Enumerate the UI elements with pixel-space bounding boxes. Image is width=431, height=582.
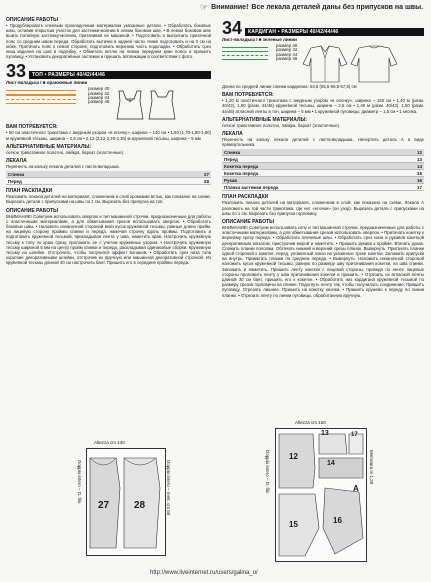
piece-num: 15 (408, 170, 424, 177)
model-number: 33 (6, 61, 27, 82)
work-heading: ОПИСАНИЕ РАБОТЫ (6, 207, 59, 214)
piece-number: 27 (98, 500, 110, 511)
sheet-label: Лист-вкладыш I ■ зеленые линии (222, 37, 297, 42)
size-lines (222, 44, 272, 82)
work-text: ВНИМАНИЕ! Советуем использовать оверлок и тип машинной строчки, предназначенные для работы с эластичными материалами, а для обметывания срезов использовать оверлок. • Обработать боковые швы. • Наложить изнаночной стороной вниз кусок кружевной тесьмы, равные длине пройм, на лицевую сторону проймы спинки и переда, намечая строчку вдоль проймы. Подготовить и подготовить кружевной тесьмой, прикладывая лента у шва, наметить края. Настрочить кружевную тесьму к топу по краю срезу, проложить ее с учетом кружевных узором. • Настрочить кружевную тесьму шириной 5 мм на центр пройм спинки и переда, раскладывая одинаковые сборки. Кружевную тесьму на шлейке. Отстрочить, чтобы получился эффект воланов. • Обработать срез низа топа короткие декоративными шлейки, отстрочив их вручную или машинной декоративной строчкой. Из кружевной тесьмы длиной 40 см настрочить бант. Пришить его в середине проймы переда. (6, 213, 211, 266)
sizes-list (88, 87, 109, 121)
alt-heading: АЛЬТЕРНАТИВНЫЕ МАТЕРИАЛЫ: (6, 143, 92, 150)
need-text: • 50 см эластичного трикотажа с ажурным узором «в елочку», ширина – 140 см • 1,60 (1,70-1,80-1,90) м кружевной тесьмы, ширина – 2,5 см • 2,12 (2,12-2,20-2,30) м кружевной тесьмы, ширина – 5 мм (6, 130, 211, 141)
sizes-list (276, 44, 297, 82)
warning-title: Внимание! (211, 4, 249, 11)
work-heading: ОПИСАНИЕ РАБОТЫ (222, 219, 275, 226)
size-item: размер 40 (276, 43, 298, 48)
cardigan-garment-icon (301, 44, 401, 84)
need-text: • 1,20 м эластичного трикотажа с ажурным узором «в елочку», ширина – 150 см • 1,40 м (разм. 40/42), 1,50 (разм. 44/46) кружевной тесьмы, ширина – 2,5 см • 1,40 м (разм. 40/42), 1,50 (разм. 44/46) атласной ленты в тон, ширина – 5 мм • 1 кружевной пуговицы, диаметр – 1,5 см • 1 кнопка. (222, 98, 424, 114)
piece-num: 13 (408, 156, 424, 163)
piece-name: Спинка (222, 149, 408, 156)
pattern-label: Altezza cm 140 (94, 440, 125, 445)
piece-name: Перед (6, 178, 195, 185)
alt-text: легкое трикотажное полотно, лайкра, бархат (эластичные). (6, 149, 125, 155)
size-item: размер 46 (276, 55, 298, 61)
piece-name: Рукав (222, 177, 408, 184)
piece-letter: A (353, 484, 359, 493)
table-row (222, 177, 424, 184)
piece-number: 16 (333, 516, 342, 525)
pattern-label: Altezza cm 150 (295, 420, 326, 425)
size-lines (6, 87, 84, 121)
model-title: ТОП • РАЗМЕРЫ 40/42/44/46 (29, 71, 211, 79)
lekala-heading: ЛЕКАЛА (6, 158, 27, 165)
piece-num: 27 (195, 171, 211, 178)
alt-heading: АЛЬТЕРНАТИВНЫЕ МАТЕРИАЛЫ: (222, 116, 308, 123)
size-item: размер 44 (276, 51, 298, 57)
cardigan-illustration (301, 44, 424, 82)
left-pattern-diagram (77, 440, 172, 560)
right-pattern-diagram (265, 420, 375, 565)
work-text: ВНИМАНИЕ! Советуем использовать иглу и тип машинной строчки, предназначенные для работы с эластичными материалами, а для обметывания срезов использовать оверлок. • Притачать кокетку к верхнему срезу переда. • Обработать плечевые швы. • Обработать срез низа и рукавов кокеткой декоративным зигзагом, пристрочив мерой и наметить. • Пришить рукава к пройме. Втачать рукав. Сложить планки пополам. Обтачать нижний и верхний срезы планок. Вывернуть. Притачать планки одной стороной к кокетке, перед, уложенный показ на указанное треке кокетки. Заложить припуски на внутрь. Приметать планки по среднем переда. • Вывернуть. Наложить изнаночной стороной наложить кусок кружевной тесьмы, равную по размеру шву притачивания кокетки, на шва спинки. Заложить и наметить. Пришить ленту кокетки с лицевой стороны, проведя по ленте лицевые стороны проложить ленту у шва притачивания кокетки и пришить. • Отрезать из атласной ленты длиной 30 см бант, пришить его к кокетке. • Обработать низ кардигана кружевной тесьмой по размеру срезов горловины на спинке. Подогнуть ленту так, чтобы получилось соединение. Пришить пуговицу. Отрезать лишнее. Пришить на кокетку кнопки. • Пришить кружево к переду по линии планки. • Отрезать ленту по линии пуговицы, обработанную вручную. (222, 225, 424, 298)
pattern-pieces (275, 428, 367, 562)
sizes-block (222, 44, 424, 82)
piece-name: Кокетка переда (222, 163, 408, 170)
lekala-heading: ЛЕКАЛА (222, 131, 243, 138)
piece-num: 12 (408, 149, 424, 156)
table-row (222, 156, 424, 163)
pieces-table (222, 149, 424, 191)
fold-text: Doppio intero – D. filo (265, 450, 270, 494)
need-heading: ВАМ ПОТРЕБУЕТСЯ: (222, 92, 274, 99)
piece-name: Кокетка переда (222, 170, 408, 177)
pieces-table (6, 171, 211, 185)
alt-text: легкое трикотажное полотно, лайкра, бархат (эластичные). (222, 122, 341, 128)
piece-number: 13 (321, 430, 329, 437)
piece-num: 16 (408, 177, 424, 184)
size-item: размер 42 (276, 47, 298, 53)
top-heading: ОПИСАНИЕ РАБОТЫ (6, 17, 59, 23)
warning-text: Все лекала деталей даны без припусков на швы. (251, 4, 424, 11)
size-item: размер 46 (88, 99, 110, 105)
table-row (222, 184, 424, 191)
piece-number: 12 (289, 452, 298, 461)
top-illustration (113, 87, 211, 121)
piece-name: Планка застежки переда (222, 184, 408, 191)
piece-number: 14 (327, 460, 335, 467)
lekala-text: Перенесть на кальку лекала деталей с листа-вкладыша. (6, 164, 120, 170)
size-item: размер 40 (88, 86, 110, 92)
source-url: http://www.liveinternet.ru/users/galina_o/ (150, 570, 258, 576)
top-garment-icon (113, 87, 181, 121)
piece-num: 17 (408, 184, 424, 191)
table-row (222, 163, 424, 170)
warning-icon: ☞ (200, 2, 209, 12)
model-34-header (222, 20, 424, 36)
piece-number: 15 (289, 520, 298, 529)
plan-heading: ПЛАН РАСКЛАДКИ (6, 188, 53, 195)
piece-num: 28 (195, 178, 211, 185)
sheet-label: Лист-вкладыш I ■ оранжевые линии (6, 80, 88, 86)
piece-name: Спинка (6, 171, 195, 178)
piece-name: Перед (222, 156, 408, 163)
need-heading: ВАМ ПОТРЕБУЕТСЯ: (6, 124, 58, 131)
side-text: Metratura m 1,20 (369, 450, 374, 485)
sizes-block (6, 87, 211, 121)
lekala-text: Перенесть на кальку лекала деталей с листа-вкладыша. Начертить деталь А в виде прямоугольника. (222, 137, 424, 148)
warning-banner (200, 2, 423, 13)
plan-heading: ПЛАН РАСКЛАДКИ (222, 194, 269, 201)
piece-number: 28 (134, 500, 146, 511)
plan-text: Разложить лекала деталей на материале, сложенном в слой, как показано на схеме. Лекала А разложить на той части трикотажа, где нет «елочки» (он узор). Вырезать детали с припусками на швы по 1 см. Вырезать без припуска горловину. (222, 200, 424, 216)
side-text: Doppio intero – metr. cm 50 (166, 460, 171, 516)
piece-num: 14 (408, 163, 424, 170)
table-row (6, 178, 211, 185)
length-note: Длина по средней линии спинки кардигана: 54,5 (55,5-56,5-57,5) см (222, 84, 357, 89)
model-33-header (6, 61, 211, 82)
model-number: 34 (222, 18, 243, 38)
fold-text: Doppio intero – D. filo (77, 460, 82, 504)
size-item: размер 44 (88, 95, 110, 101)
piece-number: 17 (351, 432, 358, 438)
plan-text: Разложить лекала деталей на материале, сложенном в слой кромками встык, как показано на схеме. Вырезать детали с припусками на швы по 1 см. Вырезать без припуска на топ. (6, 194, 211, 205)
top-text: • Продублировать клеевым прокладочным материалом указанные детали. • Обработать боковые швы, оставив открытым участок для застежки-молнии в левом боковом шве. • В левом боковом шве вшить потайную застежку-молнию, притачивая ее машиной. • Подготовить и выполнить притачной пояс со средним швом переда. Обработать вытачки в задней части. Ниже подготовить и на 3 см на юбке. Притачать пояс к левой стороне; подготовить верхнюю часть подкладки. • Обработать срез низа изделия на шов в подгибку. • Обметать петлю на левом переднем крае пояса и пришить пуговицу. • Установить декоративные застежки и пришить аппликации в соответствии с фото. (6, 23, 211, 60)
size-item: размер 42 (88, 90, 110, 96)
model-title: КАРДИГАН • РАЗМЕРЫ 40/42/44/46 (245, 28, 424, 36)
table-row (222, 170, 424, 177)
